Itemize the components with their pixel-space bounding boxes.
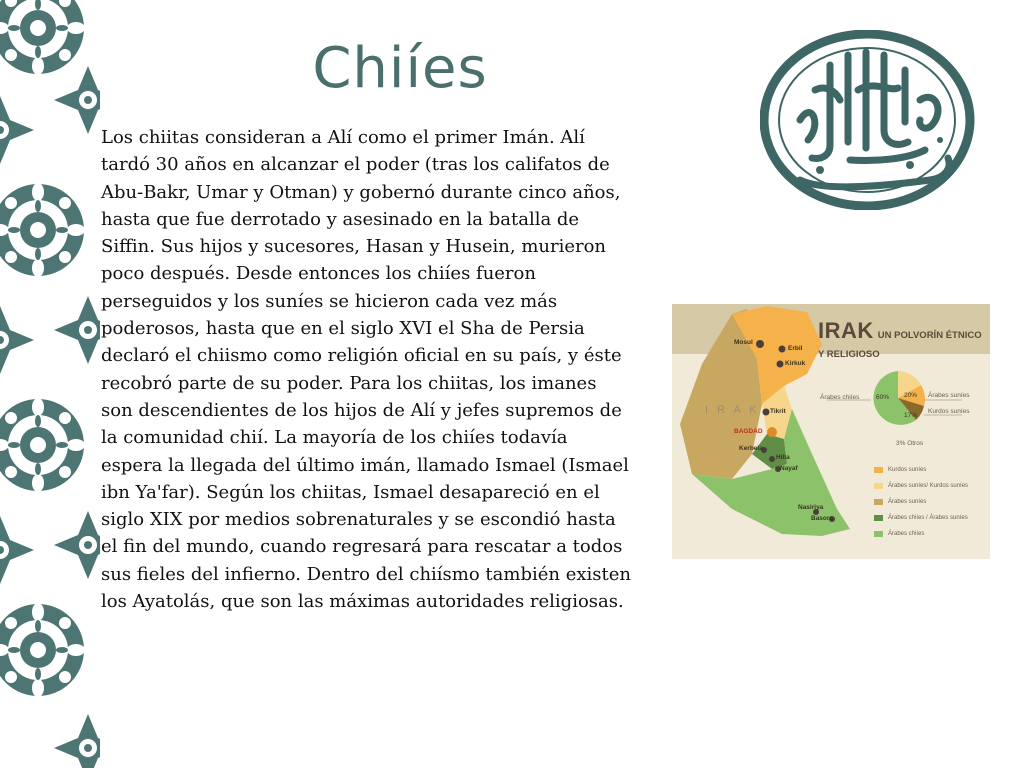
arabesque-pattern-graphic [0, 0, 100, 768]
arabesque-pattern [0, 0, 100, 768]
legend-item-arabes-sunies [874, 499, 926, 505]
legend-label: Árabes chiíes [888, 531, 925, 537]
pie-label-arabes-sunies: Árabes suníes [928, 392, 970, 399]
calligraphy-seal-icon [760, 30, 975, 210]
city-tikrit: Tikrit [770, 408, 786, 415]
city-basora: Basora [811, 515, 834, 522]
legend-swatch [874, 483, 883, 489]
city-bagdad: BAGDAD [734, 428, 763, 435]
legend-item-kurdos-sunies [874, 467, 926, 473]
legend-item-arabes-kurdos [874, 483, 968, 489]
city-kerbela: Kerbela [739, 445, 763, 452]
legend-item-chiies-sunies [874, 515, 968, 521]
legend-swatch [874, 531, 883, 537]
legend-item-arabes-chiies [874, 531, 924, 537]
map-country-label: I R A K [705, 404, 760, 416]
slide-body-text: Los chiitas consideran a Alí como el primer Imán. Alí tardó 30 años en alcanzar el poder (tras los califatos de Abu-Bakr, Umar y Otman) y gobernó durante cinco años, hasta que fue derrotado y asesinado en la batalla de Siffin. Sus hijos y sucesores, Hasan y Husein, murieron poco después. Desde entonces los chiíes fueron perseguidos y los suníes se hicieron cada vez más poderosos, hasta que en el siglo XVI el Sha de Persia declaró el chiismo como religión oficial en su país, y éste recobró parte de su poder. Para los chiitas, los imanes son descendientes de los hijos de Alí y jefes supremos de la comunidad chií. La mayoría de los chiíes todavía espera la llegada del último imán, llamado Ismael (Ismael ibn Ya'far). Según los chiitas, Ismael desapareció en el siglo XIX por medios sobrenaturales y se escondió hasta el fin del mundo, cuando regresará para rescatar a todos sus fieles del infierno. Dentro del chiísmo también existen los Ayatolás, que son las máximas autoridades religiosas. [101, 127, 631, 613]
city-nayaf: Nayaf [780, 465, 798, 472]
city-hilla: Hilla [776, 454, 790, 461]
pie-label-kurdos-sunies: Kurdos suníes [928, 408, 970, 415]
city-mosul: Mosul [734, 339, 753, 346]
legend-label: Kurdos suníes [888, 467, 927, 473]
pie-label-otros: 3% Otros [896, 440, 924, 447]
pie-pct-chiies: 60% [876, 394, 890, 401]
map-title-main: IRAK [818, 318, 874, 343]
legend-swatch [874, 499, 883, 505]
legend-label: Árabes suníes [888, 499, 927, 505]
map-title-sub: UN POLVORÍN ÉTNICO Y RELIGIOSO [818, 330, 982, 360]
city-kirkuk: Kirkuk [785, 360, 806, 367]
city-nasiriya: Nasiriya [798, 504, 824, 511]
pie-pct-sunies: 20% [904, 392, 918, 399]
legend-swatch [874, 467, 883, 473]
legend-label: Árabes suníes/ Kurdos suníes [888, 483, 969, 489]
pie-label-arabes-chiies: Árabes chiíes [820, 394, 860, 401]
legend-swatch [874, 515, 883, 521]
city-erbil: Erbil [788, 345, 803, 352]
slide-title: Chiíes [312, 36, 488, 101]
pie-pct-kurdos: 17% [904, 412, 918, 419]
legend-label: Árabes chiíes / Árabes suníes [888, 515, 968, 521]
iraq-map-image [672, 304, 990, 559]
